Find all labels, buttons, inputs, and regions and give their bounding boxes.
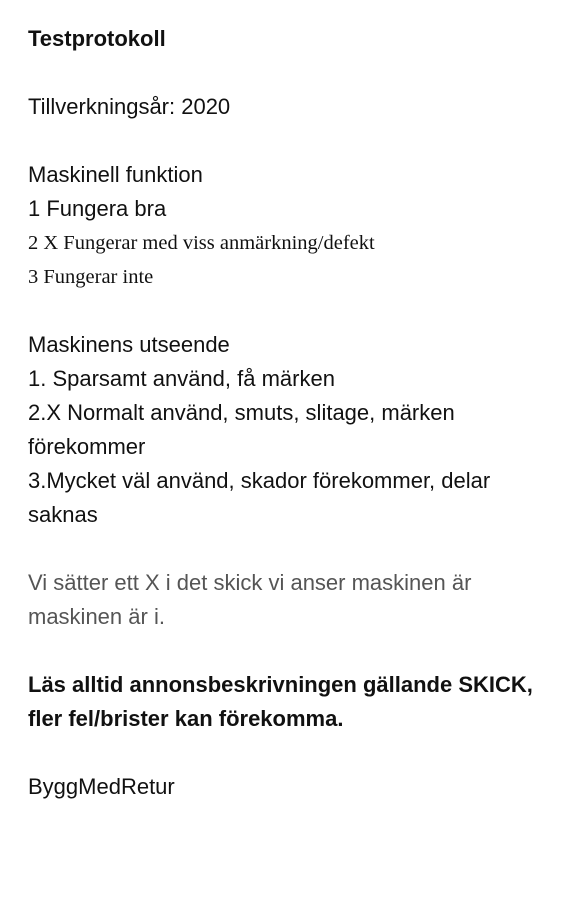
spacer [28,532,538,566]
document-body [28,22,538,804]
appearance-item-1: 1. Sparsamt använd, få märken [28,366,335,391]
spacer [28,124,538,158]
signature: ByggMedRetur [28,774,175,799]
spacer [28,294,538,328]
appearance-item-2: 2.X Normalt använd, smuts, slitage, märken förekommer [28,400,455,459]
document-title: Testprotokoll [28,26,166,51]
condition-note: Vi sätter ett X i det skick vi anser maskinen är maskinen är i. [28,570,472,629]
spacer [28,56,538,90]
function-heading: Maskinell funktion [28,162,203,187]
function-item-3: 3 Fungerar inte [28,266,154,288]
function-item-1: 1 Fungera bra [28,196,167,221]
spacer [28,736,538,770]
appearance-heading: Maskinens utseende [28,332,230,357]
condition-warning: Läs alltid annonsbeskrivningen gällande SKICK, fler fel/brister kan förekomma. [28,672,533,731]
function-item-2: 2 X Fungerar med viss anmärkning/defekt [28,232,375,254]
spacer [28,634,538,668]
appearance-item-3: 3.Mycket väl använd, skador förekommer, delar saknas [28,468,491,527]
manufacture-year: Tillverkningsår: 2020 [28,94,231,119]
